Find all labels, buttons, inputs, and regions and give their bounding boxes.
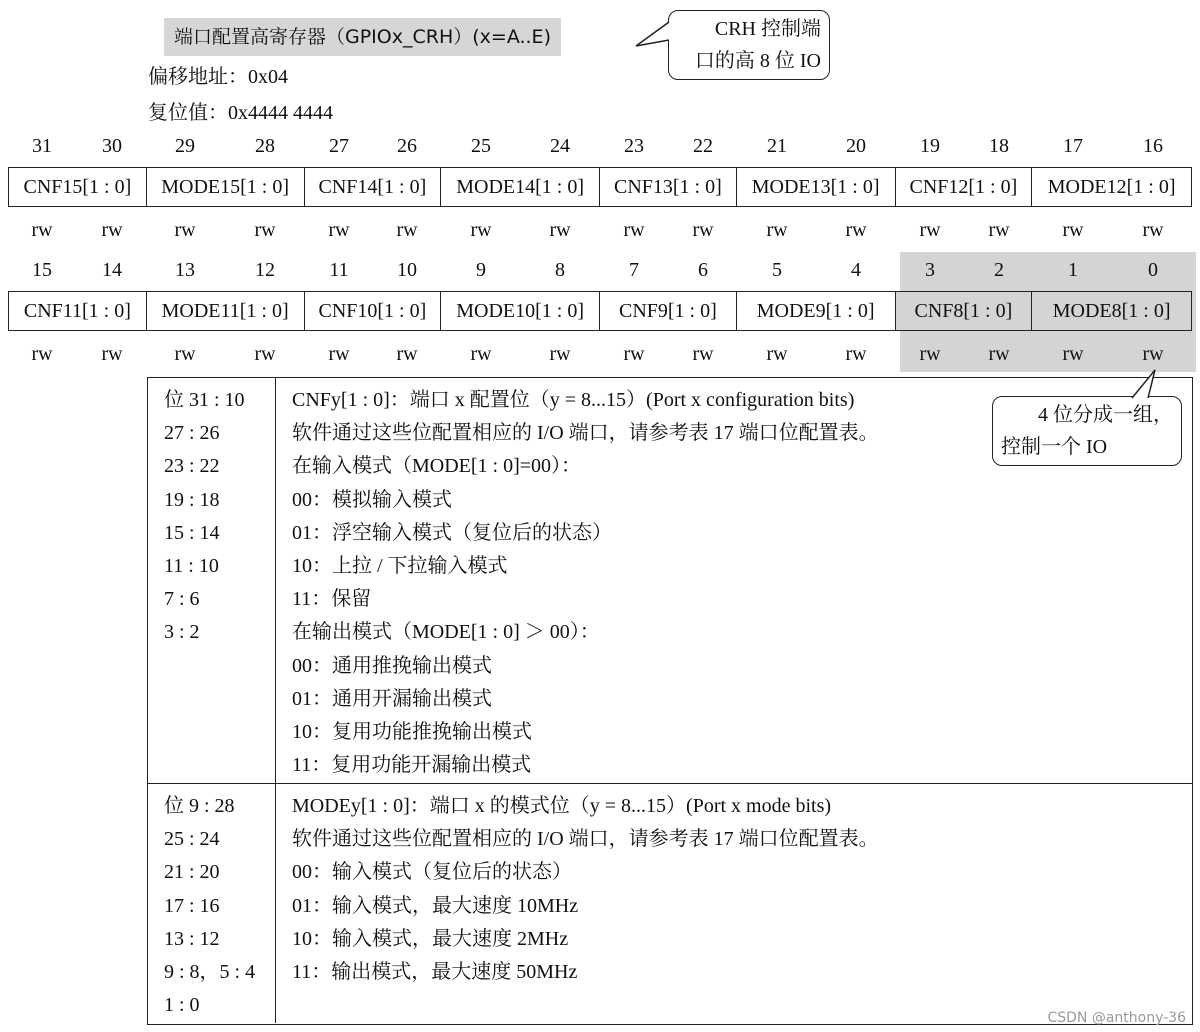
- bit-number: 19: [920, 135, 940, 157]
- access-label: rw: [101, 219, 123, 241]
- bit-number: 29: [175, 135, 195, 157]
- cnf-bit-ranges: [148, 378, 276, 783]
- description-line: 10：输入模式，最大速度 2MHz: [292, 927, 569, 950]
- bit-range: 3 : 2: [164, 621, 200, 644]
- bit-range: 25 : 24: [164, 828, 220, 851]
- access-label: rw: [470, 343, 492, 365]
- bit-number: 9: [476, 259, 486, 281]
- bit-number: 17: [1063, 135, 1083, 157]
- bit-range: 位 31 : 10: [164, 389, 245, 411]
- field-mode9: MODE9[1 : 0]: [737, 292, 896, 330]
- bit-range: 7 : 6: [164, 588, 200, 611]
- description-line: 在输出模式（MODE[1 : 0] ＞ 00）：: [292, 621, 600, 644]
- field-mode14: MODE14[1 : 0]: [441, 168, 600, 206]
- bit-number: 18: [989, 135, 1009, 157]
- access-label: rw: [396, 343, 418, 365]
- field-cnf11: CNF11[1 : 0]: [9, 292, 147, 330]
- access-label: rw: [470, 219, 492, 241]
- bit-number: 11: [329, 259, 349, 281]
- description-line: 11：输出模式，最大速度 50MHz: [292, 961, 578, 984]
- field-mode8: MODE8[1 : 0]: [1032, 292, 1191, 330]
- access-label: rw: [101, 343, 123, 365]
- access-label: rw: [254, 219, 276, 241]
- field-cnf10: CNF10[1 : 0]: [305, 292, 442, 330]
- register-upper-row: [8, 167, 1192, 207]
- access-label: rw: [988, 219, 1010, 241]
- bit-number: 12: [255, 259, 275, 281]
- field-cnf15: CNF15[1 : 0]: [9, 168, 147, 206]
- bit-description-table: [147, 377, 1193, 1025]
- bit-range: 17 : 16: [164, 894, 220, 917]
- access-label: rw: [919, 219, 941, 241]
- access-label: rw: [1062, 343, 1084, 365]
- crh-callout-line-2: 口的高 8 位 IO: [694, 50, 821, 72]
- mode-description-row: [148, 784, 1192, 1023]
- description-line: 软件通过这些位配置相应的 I/O 端口，请参考表 17 端口位配置表。: [292, 828, 879, 851]
- group-callout-line-2: 控制一个 IO: [1001, 436, 1108, 458]
- field-mode10: MODE10[1 : 0]: [441, 292, 600, 330]
- field-cnf8: CNF8[1 : 0]: [896, 292, 1033, 330]
- watermark: CSDN @anthony-36: [1047, 1010, 1186, 1026]
- group-callout: [992, 396, 1182, 466]
- bit-number: 27: [329, 135, 349, 157]
- description-line: 00：通用推挽输出模式: [292, 654, 492, 677]
- description-line: MODEy[1 : 0]：端口 x 的模式位（y = 8...15）(Port x mode bits): [292, 795, 832, 817]
- access-label: rw: [766, 219, 788, 241]
- bit-range: 19 : 18: [164, 488, 220, 511]
- mode-bit-ranges: [148, 784, 276, 1023]
- bit-range: 位 9 : 28: [164, 795, 235, 817]
- bit-number: 28: [255, 135, 275, 157]
- bit-number: 21: [767, 135, 787, 157]
- field-cnf12: CNF12[1 : 0]: [896, 168, 1033, 206]
- bit-range: 11 : 10: [164, 555, 219, 578]
- bit-number: 25: [471, 135, 491, 157]
- reset-value: 复位值：0x4444 4444: [148, 102, 333, 124]
- access-label: rw: [31, 219, 53, 241]
- access-label: rw: [692, 219, 714, 241]
- access-label: rw: [623, 219, 645, 241]
- access-label: rw: [549, 219, 571, 241]
- access-label: rw: [31, 343, 53, 365]
- field-cnf9: CNF9[1 : 0]: [600, 292, 737, 330]
- field-mode15: MODE15[1 : 0]: [147, 168, 305, 206]
- bit-number: 20: [846, 135, 866, 157]
- description-line: 11：复用功能开漏输出模式: [292, 754, 532, 777]
- lower-access-row: [8, 339, 1192, 369]
- access-label: rw: [174, 343, 196, 365]
- description-line: 00：模拟输入模式: [292, 488, 452, 511]
- register-lower-row: [8, 291, 1192, 331]
- bit-number: 26: [397, 135, 417, 157]
- bit-range: 27 : 26: [164, 422, 220, 445]
- description-line: 01：通用开漏输出模式: [292, 687, 492, 710]
- bit-range: 21 : 20: [164, 861, 220, 884]
- bit-number: 31: [32, 135, 52, 157]
- mode-description-text: [276, 784, 1192, 989]
- bit-range: 1 : 0: [164, 994, 200, 1017]
- access-label: rw: [549, 343, 571, 365]
- access-label: rw: [328, 219, 350, 241]
- access-label: rw: [766, 343, 788, 365]
- crh-callout: [668, 10, 830, 80]
- bit-number: 23: [624, 135, 644, 157]
- offset-address: 偏移地址：0x04: [148, 66, 288, 88]
- description-line: 软件通过这些位配置相应的 I/O 端口，请参考表 17 端口位配置表。: [292, 422, 879, 445]
- bit-number: 5: [772, 259, 782, 281]
- access-label: rw: [254, 343, 276, 365]
- crh-callout-line-1: CRH 控制端: [714, 18, 821, 40]
- description-line: 01：浮空输入模式（复位后的状态）: [292, 521, 612, 544]
- access-label: rw: [919, 343, 941, 365]
- access-label: rw: [1142, 343, 1164, 365]
- access-label: rw: [988, 343, 1010, 365]
- access-label: rw: [845, 343, 867, 365]
- bit-number: 0: [1148, 259, 1158, 281]
- group-callout-line-1: 4 位分成一组，: [1038, 404, 1173, 426]
- field-mode11: MODE11[1 : 0]: [147, 292, 305, 330]
- bit-number: 4: [851, 259, 861, 281]
- upper-bit-numbers: [8, 131, 1192, 161]
- lower-bit-numbers: [8, 255, 1192, 285]
- bit-number: 1: [1068, 259, 1078, 281]
- bit-range: 9 : 8，5 : 4: [164, 961, 256, 984]
- access-label: rw: [174, 219, 196, 241]
- bit-number: 3: [925, 259, 935, 281]
- access-label: rw: [692, 343, 714, 365]
- bit-range: 15 : 14: [164, 521, 220, 544]
- field-cnf13: CNF13[1 : 0]: [600, 168, 737, 206]
- description-line: 在输入模式（MODE[1 : 0]=00）：: [292, 455, 582, 478]
- description-line: 10：复用功能推挽输出模式: [292, 721, 532, 744]
- description-line: CNFy[1 : 0]：端口 x 配置位（y = 8...15）(Port x configuration bits): [292, 389, 855, 411]
- description-line: 10：上拉 / 下拉输入模式: [292, 555, 508, 578]
- bit-range: 13 : 12: [164, 927, 220, 950]
- top-callout-pointer: [636, 22, 669, 46]
- bit-number: 14: [102, 259, 122, 281]
- description-line: 11：保留: [292, 588, 372, 611]
- access-label: rw: [396, 219, 418, 241]
- field-mode13: MODE13[1 : 0]: [737, 168, 896, 206]
- register-title: 端口配置高寄存器（GPIOx_CRH）(x=A..E): [164, 18, 561, 56]
- description-line: 01：输入模式，最大速度 10MHz: [292, 894, 579, 917]
- bit-number: 10: [397, 259, 417, 281]
- access-label: rw: [1142, 219, 1164, 241]
- bit-number: 8: [555, 259, 565, 281]
- bit-number: 13: [175, 259, 195, 281]
- access-label: rw: [1062, 219, 1084, 241]
- bit-number: 7: [629, 259, 639, 281]
- access-label: rw: [328, 343, 350, 365]
- access-label: rw: [623, 343, 645, 365]
- bit-number: 6: [698, 259, 708, 281]
- field-cnf14: CNF14[1 : 0]: [305, 168, 442, 206]
- bit-number: 24: [550, 135, 570, 157]
- upper-access-row: [8, 215, 1192, 245]
- bit-number: 22: [693, 135, 713, 157]
- access-label: rw: [845, 219, 867, 241]
- bit-number: 30: [102, 135, 122, 157]
- field-mode12: MODE12[1 : 0]: [1047, 175, 1176, 198]
- bit-number: 2: [994, 259, 1004, 281]
- description-line: 00：输入模式（复位后的状态）: [292, 861, 572, 884]
- bit-number: 16: [1143, 135, 1163, 157]
- bit-number: 15: [32, 259, 52, 281]
- bit-range: 23 : 22: [164, 455, 220, 478]
